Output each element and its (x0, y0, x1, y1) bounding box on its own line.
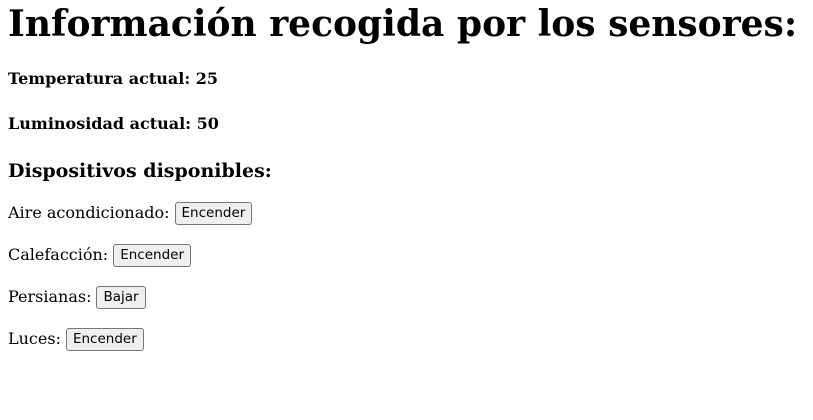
device-blinds (8, 285, 805, 309)
device-label-lights: Luces: (8, 329, 61, 348)
device-label-air-conditioner: Aire acondicionado: (8, 203, 170, 222)
lights-toggle-button[interactable]: Encender (66, 328, 144, 351)
page-title: Información recogida por los sensores: (8, 3, 798, 45)
blinds-lower-button[interactable]: Bajar (96, 286, 145, 309)
device-heating (8, 243, 805, 267)
device-label-heating: Calefacción: (8, 245, 109, 264)
devices-heading: Dispositivos disponibles: (8, 160, 272, 182)
temperature-reading: Temperatura actual: 25 (8, 69, 219, 88)
air-conditioner-toggle-button[interactable]: Encender (175, 202, 253, 225)
luminosity-reading: Luminosidad actual: 50 (8, 114, 219, 133)
device-label-blinds: Persianas: (8, 287, 92, 306)
device-air-conditioner (8, 201, 805, 225)
heating-toggle-button[interactable]: Encender (113, 244, 191, 267)
page-content (0, 2, 813, 351)
device-lights (8, 327, 805, 351)
